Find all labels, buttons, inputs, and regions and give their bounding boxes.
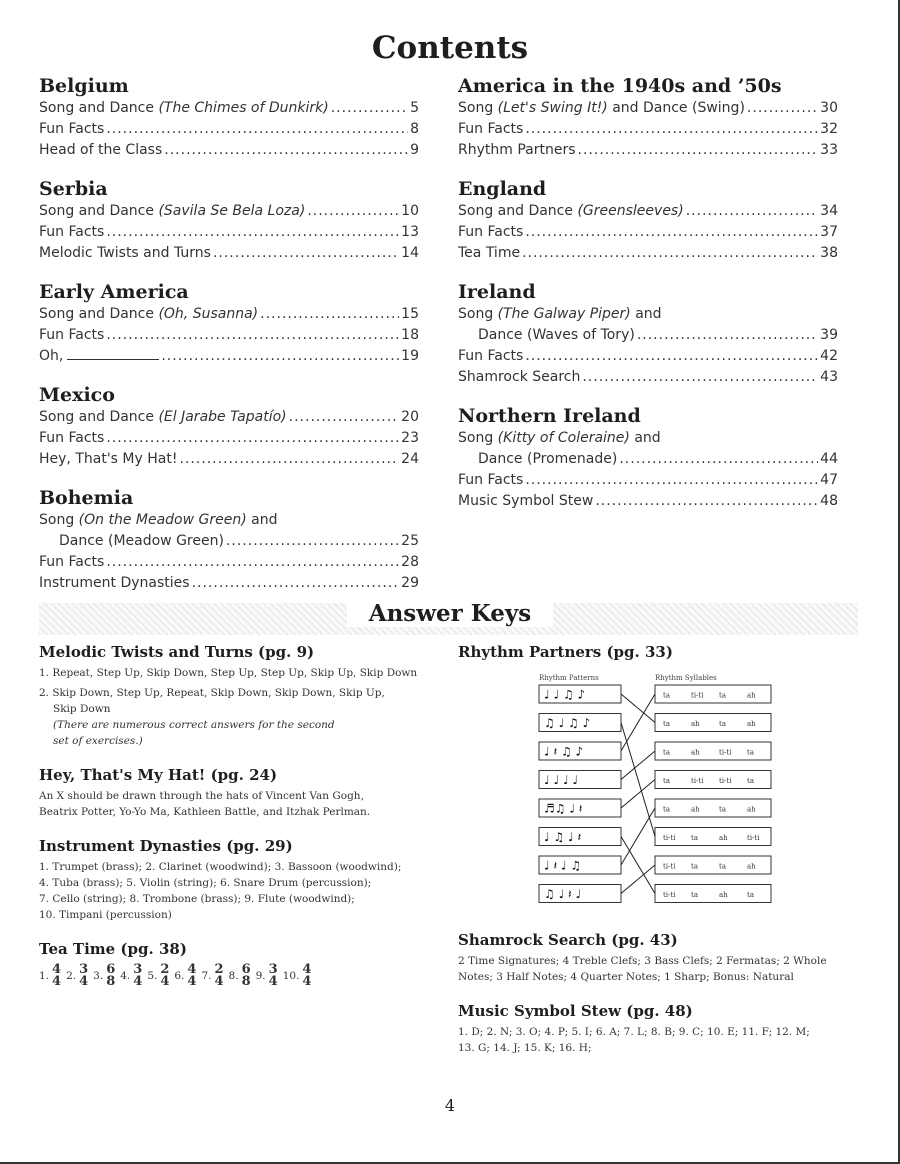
toc-entry-label: Fun Facts: [458, 121, 524, 137]
stew-line-2: 13. G; 14. J; 15. K; 16. H;: [458, 1042, 592, 1054]
toc-page-number: 38: [820, 245, 838, 261]
toc-page-number: 14: [401, 245, 419, 261]
toc-page-number: 23: [401, 430, 419, 446]
toc-entry: [39, 346, 419, 367]
match-line: [621, 780, 655, 809]
match-line: [621, 808, 655, 865]
toc-page-number: 29: [401, 575, 419, 591]
time-signature-answer: 3. 6 8: [93, 962, 116, 989]
dot-leader: [595, 491, 818, 512]
rhythm-syllable: ta: [719, 691, 726, 700]
dynasties-heading: Instrument Dynasties (pg. 29): [39, 837, 293, 855]
toc-page-number: 20: [401, 409, 419, 425]
toc-entry-label: Fun Facts: [458, 224, 524, 240]
dot-leader: [164, 140, 408, 161]
toc-entry: [39, 119, 419, 140]
toc-section-heading: Early America: [39, 281, 189, 303]
rhythm-syllable: ta: [747, 891, 754, 899]
toc-entry: [39, 510, 419, 531]
toc-section-heading: America in the 1940s and ’50s: [458, 75, 782, 97]
hat-line-2: Beatrix Potter, Yo-Yo Ma, Kathleen Battle, and Itzhak Perlman.: [39, 806, 371, 818]
rhythm-pattern: ♩ ♩ ♫ ♪: [544, 687, 586, 702]
rhythm-syllable: ti-ti: [691, 691, 704, 700]
dot-leader: [619, 449, 818, 470]
dot-leader: [179, 449, 399, 470]
toc-entry: [39, 531, 419, 552]
toc-page-number: 42: [820, 348, 838, 364]
dot-leader: [525, 346, 818, 367]
toc-left-column: [39, 74, 419, 610]
rhythm-patterns-caption: Rhythm Patterns: [539, 674, 599, 682]
rhythm-syllable: ta: [719, 862, 726, 871]
dot-leader: [192, 573, 400, 594]
toc-entry: [39, 573, 419, 594]
page-number: 4: [444, 1096, 456, 1115]
dot-leader: [578, 140, 819, 161]
time-signature-answer: 10. 4 4: [282, 962, 312, 989]
match-line: [621, 723, 655, 837]
time-signature-answer: 7. 2 4: [201, 962, 224, 989]
dot-leader: [307, 201, 399, 222]
dot-leader: [106, 325, 399, 346]
dynasties-line: 7. Cello (string); 8. Trombone (brass); 9. Flute (woodwind);: [39, 893, 355, 905]
shamrock-answers: [458, 929, 858, 985]
toc-page-number: 37: [820, 224, 838, 240]
toc-entry-label: Song and Dance (Greensleeves): [458, 203, 684, 219]
dynasties-line: 1. Trumpet (brass); 2. Clarinet (woodwind); 3. Bassoon (woodwind);: [39, 861, 402, 873]
toc-section: [458, 74, 838, 161]
toc-page-number: 5: [410, 100, 419, 116]
time-signature: 3 4: [79, 962, 89, 989]
toc-entry: [39, 407, 419, 428]
toc-page-number: 13: [401, 224, 419, 240]
tea-time-answers: [39, 938, 444, 988]
rhythm-syllable: ah: [691, 805, 700, 814]
toc-entry-label: Fun Facts: [458, 348, 524, 364]
melodic-line-1: 1. Repeat, Step Up, Skip Down, Step Up, Step Up, Skip Up, Skip Down: [39, 667, 418, 679]
toc-entry: [458, 243, 838, 264]
toc-page-number: 24: [401, 451, 419, 467]
rhythm-syllable: ah: [747, 862, 756, 871]
toc-entry-label: Fun Facts: [39, 224, 105, 240]
answer-keys-right-lower: [458, 929, 858, 1071]
toc-page-number: 19: [401, 348, 419, 364]
dot-leader: [226, 531, 399, 552]
rhythm-syllable: ah: [747, 805, 756, 814]
fill-in-blank: [67, 347, 159, 360]
toc-entry-label: Rhythm Partners: [458, 142, 576, 158]
toc-entry-label: Song (Let's Swing It!) and Dance (Swing): [458, 100, 745, 116]
toc-section: [39, 177, 419, 264]
answer-keys-title: Answer Keys: [0, 600, 900, 627]
toc-entry: [39, 222, 419, 243]
rhythm-syllable: ah: [691, 748, 700, 757]
dot-leader: [525, 470, 818, 491]
hat-answers: [39, 764, 444, 820]
rhythm-pattern: ♬♫ ♩ 𝄽: [544, 801, 583, 816]
toc-page-number: 10: [401, 203, 419, 219]
toc-page-number: 34: [820, 203, 838, 219]
toc-entry: [458, 222, 838, 243]
toc-page-number: 28: [401, 554, 419, 570]
toc-section-heading: England: [458, 178, 547, 200]
dynasties-line: 10. Timpani (percussion): [39, 909, 172, 921]
dot-leader: [161, 346, 399, 367]
melodic-line-2a: 2. Skip Down, Step Up, Repeat, Skip Down, Skip Down, Skip Up,: [39, 687, 385, 699]
time-signature: 6 8: [106, 962, 116, 989]
toc-entry-label: Fun Facts: [39, 430, 105, 446]
toc-entry-label: Dance (Meadow Green): [59, 533, 224, 549]
toc-page-number: 15: [401, 306, 419, 322]
rhythm-syllable: ta: [719, 720, 726, 728]
toc-entry-label: Song and Dance (Savila Se Bela Loza): [39, 203, 306, 219]
toc-section-heading: Bohemia: [39, 487, 134, 509]
rhythm-pattern: ♩ 𝄽 ♫ ♪: [544, 744, 584, 759]
toc-entry-label: Head of the Class: [39, 142, 163, 158]
dot-leader: [525, 119, 818, 140]
dot-leader: [106, 552, 399, 573]
dot-leader: [106, 428, 399, 449]
toc-entry-label: Fun Facts: [458, 472, 524, 488]
hat-line-1: An X should be drawn through the hats of Vincent Van Gogh,: [39, 790, 364, 802]
toc-section-heading: Northern Ireland: [458, 405, 641, 427]
toc-entry: [458, 449, 838, 470]
rhythm-pattern: ♩ 𝄽 ♩ ♫: [544, 858, 582, 873]
toc-page-number: 48: [820, 493, 838, 509]
shamrock-line-1: 2 Time Signatures; 4 Treble Clefs; 3 Bass Clefs; 2 Fermatas; 2 Whole: [458, 955, 827, 967]
toc-entry-label: Fun Facts: [39, 327, 105, 343]
answer-keys-left-column: [39, 641, 444, 1003]
toc-page-number: 9: [410, 142, 419, 158]
toc-entry: [458, 119, 838, 140]
shamrock-line-2: Notes; 3 Half Notes; 4 Quarter Notes; 1 Sharp; Bonus: Natural: [458, 971, 794, 983]
toc-entry-label: Song (The Galway Piper) and: [458, 306, 662, 322]
shamrock-heading: Shamrock Search (pg. 43): [458, 931, 678, 949]
toc-entry: [458, 304, 838, 325]
rhythm-pattern: ♫ ♩ 𝄽 ♩: [544, 887, 582, 901]
time-signature-answer: 9. 3 4: [255, 962, 278, 989]
toc-page-number: 32: [820, 121, 838, 137]
rhythm-syllable: ta: [663, 777, 670, 785]
dot-leader: [106, 119, 408, 140]
toc-entry-label: Tea Time: [458, 245, 521, 261]
time-signature: 4 4: [187, 962, 197, 989]
time-signature-answer: 5. 2 4: [147, 962, 170, 989]
dot-leader: [747, 98, 818, 119]
toc-right-column: [458, 74, 838, 528]
time-signature-answer: 8. 6 8: [228, 962, 251, 989]
time-signature-answer: 6. 4 4: [174, 962, 197, 989]
rhythm-syllable: ti-ti: [663, 891, 676, 899]
toc-entry-label: Melodic Twists and Turns: [39, 245, 211, 261]
rhythm-syllables-caption: Rhythm Syllables: [655, 674, 717, 682]
hat-heading: Hey, That's My Hat! (pg. 24): [39, 766, 278, 784]
melodic-answers: [39, 641, 444, 749]
melodic-line-2b: Skip Down: [53, 703, 111, 715]
toc-entry: [458, 346, 838, 367]
toc-entry-label: Music Symbol Stew: [458, 493, 594, 509]
rhythm-syllable: ta: [691, 862, 698, 871]
stew-heading: Music Symbol Stew (pg. 48): [458, 1002, 693, 1020]
toc-page-number: 39: [820, 327, 838, 343]
toc-entry-label: Song and Dance (El Jarabe Tapatío): [39, 409, 287, 425]
rhythm-syllable: ti-ti: [663, 834, 676, 842]
toc-entry-label: Song (On the Meadow Green) and: [39, 512, 278, 528]
toc-page-number: 8: [410, 121, 419, 137]
toc-entry-label: Fun Facts: [39, 121, 105, 137]
toc-section: [458, 404, 838, 512]
rhythm-syllable: ah: [719, 834, 728, 842]
toc-section: [39, 74, 419, 161]
time-signature-answers: [39, 964, 444, 988]
time-signature-answer: 4. 3 4: [120, 962, 143, 989]
melodic-heading: Melodic Twists and Turns (pg. 9): [39, 643, 315, 661]
dot-leader: [260, 304, 399, 325]
toc-entry: [458, 491, 838, 512]
toc-page-number: 43: [820, 369, 838, 385]
match-line: [621, 694, 655, 751]
rhythm-syllable: ah: [747, 691, 756, 700]
toc-entry: [39, 449, 419, 470]
toc-entry: [458, 428, 838, 449]
rhythm-pattern: ♩ ♫ ♩ 𝄽: [544, 830, 582, 844]
rhythm-syllable: ta: [747, 777, 754, 785]
rhythm-partners-figure: [535, 670, 775, 910]
rhythm-syllable: ta: [691, 891, 698, 899]
toc-entry: [458, 201, 838, 222]
toc-section: [458, 177, 838, 264]
time-signature: 2 4: [214, 962, 224, 989]
dot-leader: [213, 243, 399, 264]
toc-page-number: 33: [820, 142, 838, 158]
toc-entry-label: Dance (Promenade): [478, 451, 618, 467]
toc-entry: [39, 304, 419, 325]
time-signature: 6 8: [241, 962, 251, 989]
toc-entry: [39, 98, 419, 119]
time-signature: 4 4: [302, 962, 312, 989]
page-title: Contents: [371, 30, 529, 66]
toc-section-heading: Belgium: [39, 75, 129, 97]
dot-leader: [582, 367, 818, 388]
match-line: [621, 837, 655, 894]
stew-answers: [458, 1000, 858, 1056]
rhythm-syllable: ta: [663, 720, 670, 728]
dot-leader: [289, 407, 400, 428]
toc-entry-label: Fun Facts: [39, 554, 105, 570]
toc-entry-label: Song (Kitty of Coleraine) and: [458, 430, 661, 446]
toc-entry: [458, 367, 838, 388]
toc-entry-label: Dance (Waves of Tory): [478, 327, 635, 343]
dynasties-answers: [39, 835, 444, 923]
toc-entry: [39, 243, 419, 264]
rhythm-syllable: ta: [747, 748, 754, 757]
toc-entry: [458, 140, 838, 161]
stew-line-1: 1. D; 2. N; 3. O; 4. P; 5. I; 6. A; 7. L; 8. B; 9. C; 10. E; 11. F; 12. M;: [458, 1026, 810, 1038]
toc-entry: [39, 325, 419, 346]
time-signature: 4 4: [52, 962, 62, 989]
toc-entry: [458, 470, 838, 491]
time-signature-answer: 2. 3 4: [66, 962, 89, 989]
rhythm-syllable: ta: [663, 805, 670, 814]
rhythm-syllable: ti-ti: [719, 777, 732, 785]
toc-section: [39, 486, 419, 594]
toc-entry: [39, 552, 419, 573]
rhythm-syllable: ah: [747, 720, 756, 728]
melodic-note-1: (There are numerous correct answers for the second: [53, 719, 335, 731]
toc-entry-label: Hey, That's My Hat!: [39, 451, 178, 467]
rhythm-syllable: ta: [691, 834, 698, 842]
toc-section-heading: Ireland: [458, 281, 536, 303]
rhythm-syllable: ta: [663, 748, 670, 757]
time-signature-answer: 1. 4 4: [39, 962, 62, 989]
time-signature: 2 4: [160, 962, 170, 989]
rhythm-syllable: ti-ti: [747, 834, 760, 842]
rhythm-syllable: ti-ti: [663, 862, 676, 871]
toc-page-number: 25: [401, 533, 419, 549]
rhythm-syllable: ta: [663, 691, 670, 700]
toc-entry: [458, 98, 838, 119]
rhythm-pattern: ♩ ♩ ♩ ♩: [544, 773, 579, 787]
toc-page-number: 30: [820, 100, 838, 116]
toc-entry-label: Oh,: [39, 346, 159, 367]
rhythm-syllable: ah: [691, 720, 700, 728]
dot-leader: [525, 222, 818, 243]
toc-entry-label: Shamrock Search: [458, 369, 581, 385]
time-signature: 3 4: [268, 962, 278, 989]
toc-entry: [458, 325, 838, 346]
toc-entry-label: Song and Dance (The Chimes of Dunkirk): [39, 100, 329, 116]
toc-entry: [39, 428, 419, 449]
toc-section-heading: Mexico: [39, 384, 115, 406]
toc-page-number: 18: [401, 327, 419, 343]
dot-leader: [522, 243, 818, 264]
match-line: [621, 751, 655, 780]
toc-entry: [39, 140, 419, 161]
toc-section: [39, 280, 419, 367]
rhythm-syllable: ah: [719, 891, 728, 899]
toc-page-number: 47: [820, 472, 838, 488]
toc-entry-label: Song and Dance (Oh, Susanna): [39, 306, 259, 322]
dynasties-line: 4. Tuba (brass); 5. Violin (string); 6. Snare Drum (percussion);: [39, 877, 372, 889]
rhythm-syllable: ti-ti: [719, 748, 732, 757]
dot-leader: [637, 325, 818, 346]
match-line: [621, 694, 655, 723]
toc-section-heading: Serbia: [39, 178, 108, 200]
melodic-note-2: set of exercises.): [53, 735, 143, 747]
dot-leader: [331, 98, 408, 119]
toc-section: [39, 383, 419, 470]
time-signature: 3 4: [133, 962, 143, 989]
dot-leader: [106, 222, 399, 243]
dot-leader: [686, 201, 818, 222]
toc-section: [458, 280, 838, 388]
toc-page-number: 44: [820, 451, 838, 467]
rhythm-syllable: ti-ti: [691, 777, 704, 785]
rhythm-syllable: ta: [719, 805, 726, 814]
rhythm-pattern: ♫ ♩ ♫ ♪: [544, 716, 591, 730]
match-line: [621, 865, 655, 894]
toc-entry-label: Instrument Dynasties: [39, 575, 190, 591]
toc-entry: [39, 201, 419, 222]
rhythm-partners-heading: Rhythm Partners (pg. 33): [458, 643, 673, 661]
tea-time-heading: Tea Time (pg. 38): [39, 940, 187, 958]
